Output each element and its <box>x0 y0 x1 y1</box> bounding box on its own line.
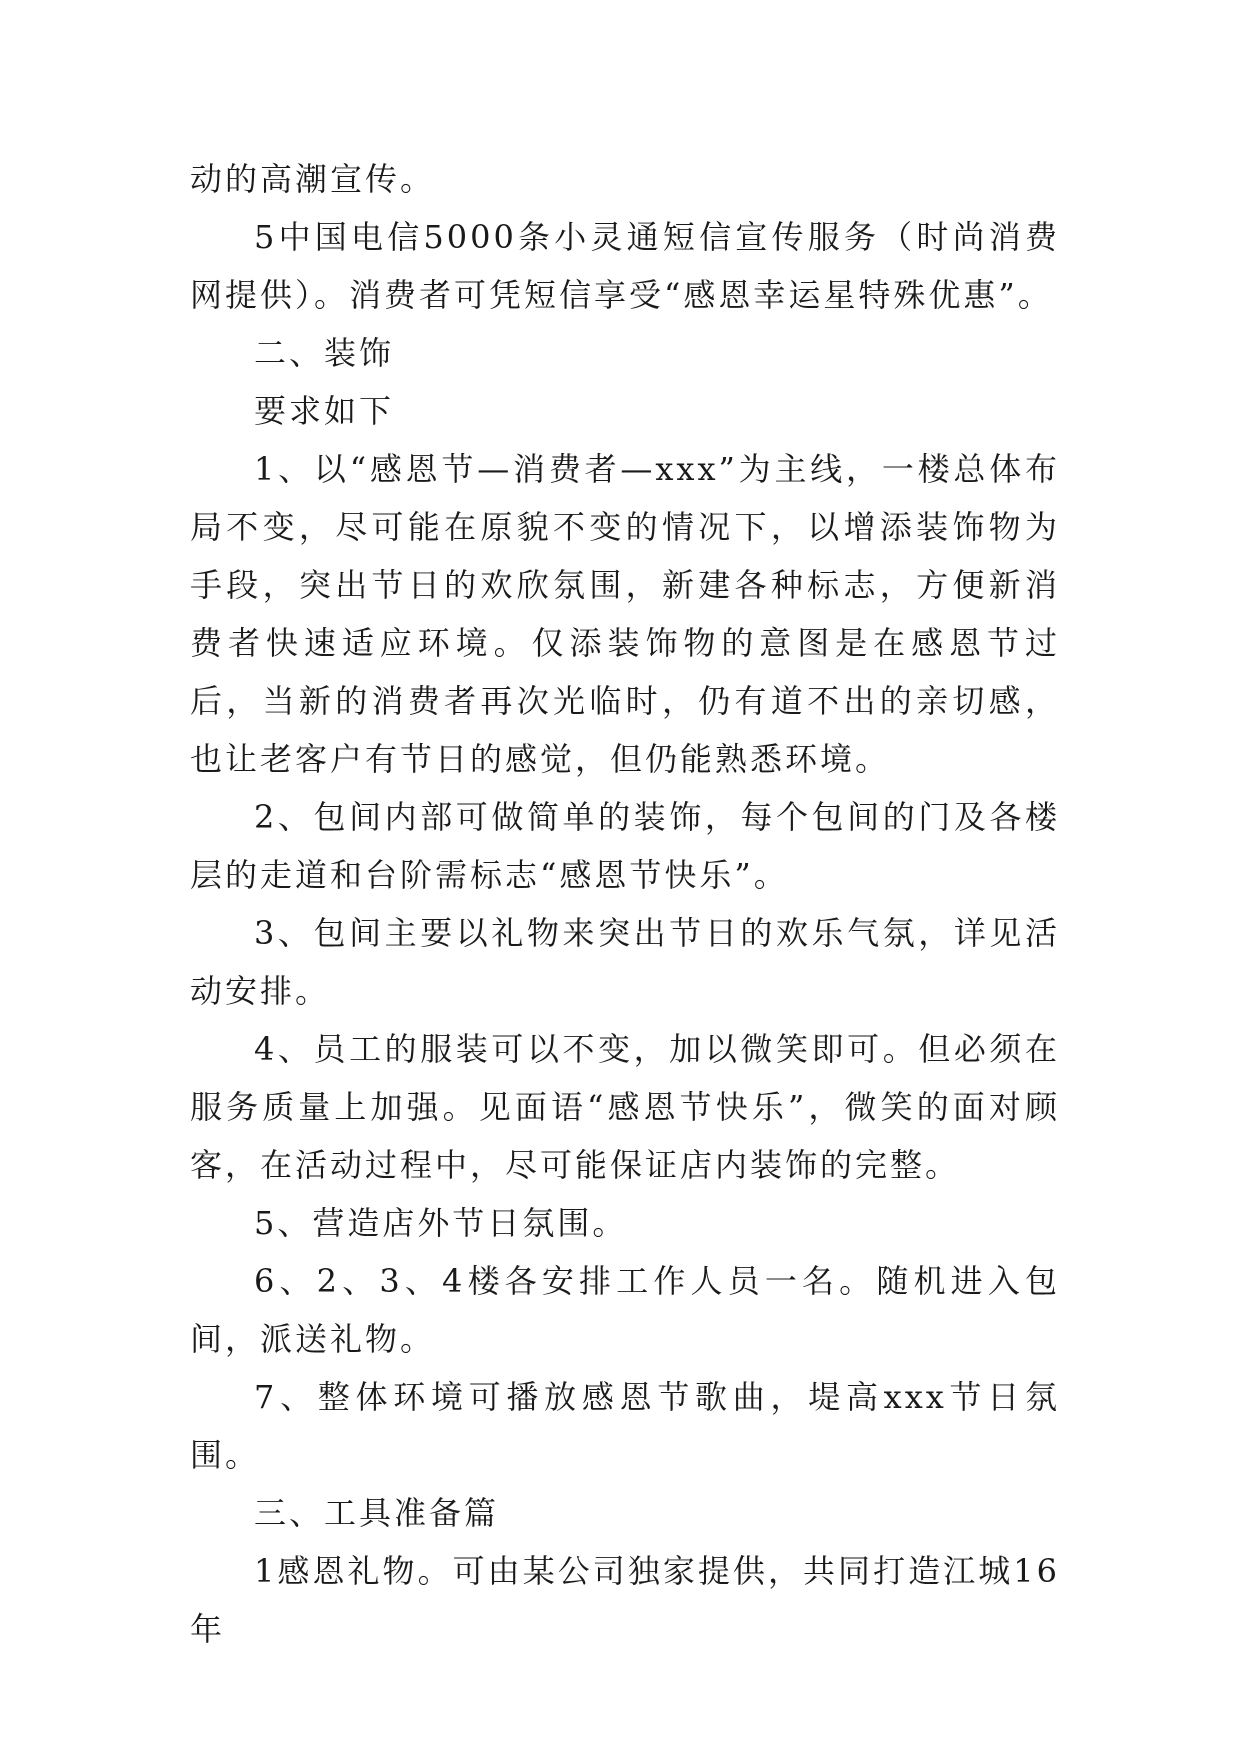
paragraph-item-2: 2、包间内部可做简单的装饰，每个包间的门及各楼层的走道和台阶需标志“感恩节快乐”。 <box>190 798 1060 894</box>
section-heading-decoration: 二、装饰 <box>254 334 395 372</box>
section-heading-tools: 三、工具准备篇 <box>254 1494 500 1532</box>
paragraph-sms-promotion: 5中国电信5000条小灵通短信宣传服务（时尚消费网提供）。消费者可凭短信享受“感恩幸运星特殊优惠”。 <box>190 218 1060 314</box>
subheading-requirements: 要求如下 <box>254 392 395 430</box>
paragraph-item-5: 5、营造店外节日氛围。 <box>254 1204 628 1242</box>
paragraph-item-7: 7、整体环境可播放感恩节歌曲，堤高xxx节日氛围。 <box>190 1378 1060 1474</box>
document-body <box>190 150 1060 1658</box>
paragraph-item-3: 3、包间主要以礼物来突出节日的欢乐气氛，详见活动安排。 <box>190 914 1060 1010</box>
paragraph-item-6: 6、2、3、4楼各安排工作人员一名。随机进入包间，派送礼物。 <box>190 1262 1060 1358</box>
paragraph-continuation: 动的高潮宣传。 <box>190 160 436 198</box>
paragraph-item-4: 4、员工的服装可以不变，加以微笑即可。但必须在服务质量上加强。见面语“感恩节快乐”，微笑的面对顾客，在活动过程中，尽可能保证店内装饰的完整。 <box>190 1030 1060 1184</box>
paragraph-item-1: 1、以“感恩节—消费者—xxx”为主线，一楼总体布局不变，尽可能在原貌不变的情况下，以增添装饰物为手段，突出节日的欢欣氛围，新建各种标志，方便新消费者快速适应环境。仅添装饰物的意图是在感恩节过后，当新的消费者再次光临时，仍有道不出的亲切感，也让老客户有节日的感觉，但仍能熟悉环境。 <box>190 450 1060 778</box>
paragraph-tools-item-1: 1感恩礼物。可由某公司独家提供，共同打造江城16年 <box>190 1552 1060 1648</box>
